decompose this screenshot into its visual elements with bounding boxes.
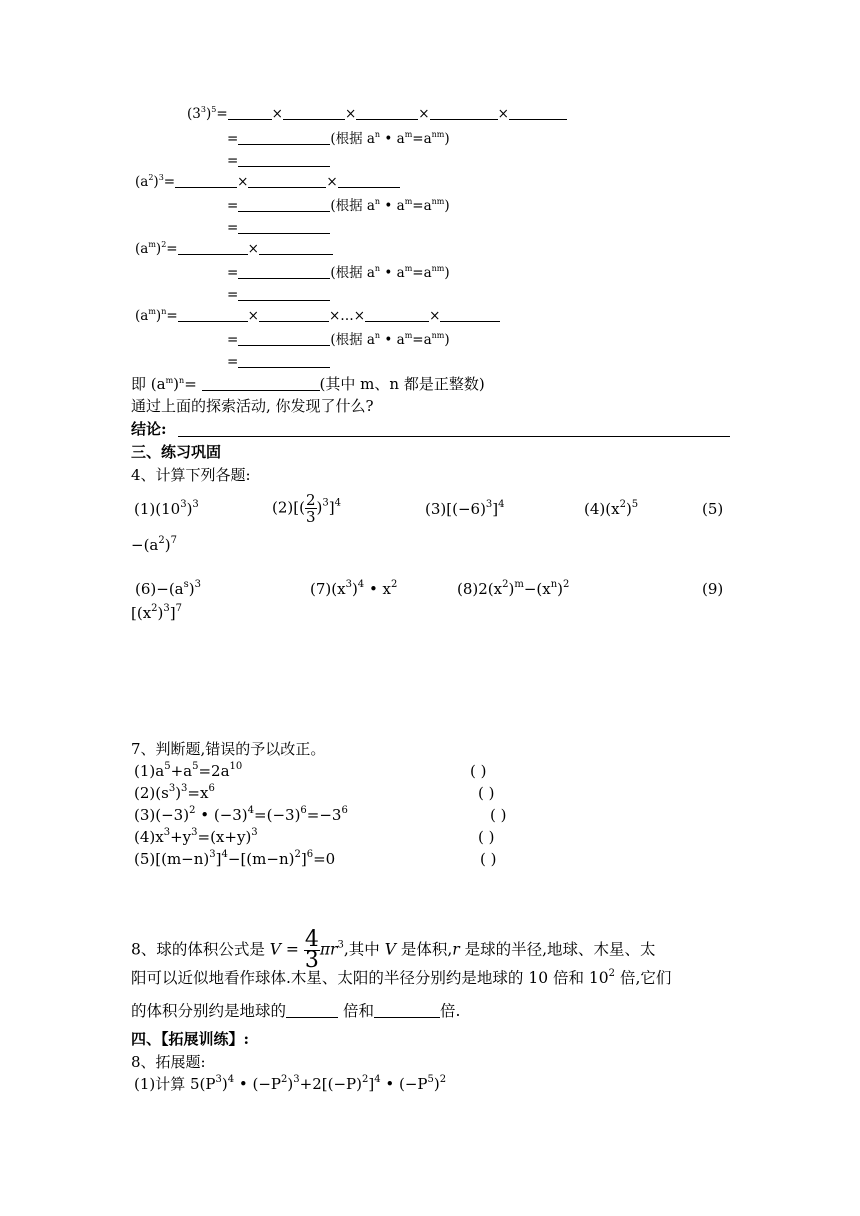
q4-item-5-label: (5) — [702, 500, 724, 518]
basis-line-4: = (根据 $a^n$ • $a^m=a^{nm}$) — [227, 331, 450, 348]
q4-row-1: $(1)(10^3)^3$ — [134, 499, 199, 518]
question-4-title: 4、计算下列各题: — [131, 466, 251, 484]
q8-line-1: 8、球的体积公式是 V = $\frac{4}{3}$ $\pi r^3$,其中 V 是体积,r 是球的半径,地球、木星、太 — [131, 927, 656, 973]
result-line-4: = — [227, 353, 330, 371]
basis-line-3: = (根据 $a^n$ • $a^m=a^{nm}$) — [227, 264, 450, 281]
conclusion-underline — [178, 436, 730, 437]
q7-item-4: $(4)x^3+y^3=(x+y)^3$ — [134, 827, 258, 846]
result-line-2: = — [227, 219, 330, 237]
q7-item-2: $(2)(s^3)^3=x^6$ — [134, 783, 215, 802]
q4-item-8: $(8)2(x^2)^m-(x^n)^2$ — [457, 579, 570, 598]
conclusion-label: 结论: — [131, 420, 167, 438]
q4-item-9-label: (9) — [702, 580, 724, 598]
power-line-3-3-5: $(3^3)^5=$ × × × × — [187, 105, 567, 123]
power-line-a-m-n: $(a^m)^n=$ × ×…× × — [135, 307, 500, 325]
q7-item-1-answer[interactable]: ( ) — [470, 762, 487, 780]
q7-item-2-answer[interactable]: ( ) — [478, 784, 495, 802]
basis-line-2: = (根据 $a^n$ • $a^m=a^{nm}$) — [227, 197, 450, 214]
q8-line-2: 阳可以近似地看作球体.木星、太阳的半径分别约是地球的 10 倍和 $10^2$ 倍,它们 — [131, 968, 672, 987]
q4-item-4: $(4)(x^2)^5$ — [584, 499, 639, 518]
section-4-title: 四、【拓展训练】: — [131, 1030, 250, 1048]
conclusion-formula: 即 $(a^m)^n=$ (其中 m、n 都是正整数) — [131, 375, 485, 393]
extension-calc: (1)计算 $5(P^3)^4$ • $(-P^2)^3+2[(-P)^2]^4$ • $(-P^5)^2$ — [134, 1074, 447, 1093]
result-line-3: = — [227, 286, 330, 304]
discovery-question: 通过上面的探索活动, 你发现了什么? — [131, 397, 374, 415]
result-line-1: = — [227, 152, 330, 170]
fraction-4-3: $\frac{4}{3}$ — [304, 927, 319, 973]
q4-item-5: $-(a^2)^7$ — [131, 535, 177, 554]
q4-item-2: (2)[( $\frac{2}{3}$ )$^3$]$^4$ — [272, 491, 341, 526]
question-7-title: 7、判断题,错误的予以改正。 — [131, 740, 326, 758]
q4-item-9: $[(x^2)^3]^7$ — [131, 603, 183, 622]
q7-item-1: $(1)a^5+a^5=2a^{10}$ — [134, 761, 243, 780]
q4-item-7: $(7)(x^3)^4$ • $x^2$ — [310, 579, 398, 598]
q7-item-5-answer[interactable]: ( ) — [480, 850, 497, 868]
power-line-a-m-2: $(a^m)^2=$ × — [135, 240, 333, 258]
q7-item-4-answer[interactable]: ( ) — [478, 828, 495, 846]
extension-question-title: 8、拓展题: — [131, 1053, 206, 1071]
q8-line-3: 的体积分别约是地球的 倍和 倍. — [131, 1002, 461, 1020]
q4-item-6: $(6)-(a^s)^3$ — [135, 579, 201, 598]
basis-line-1: = (根据 $a^n$ • $a^m=a^{nm}$) — [227, 130, 450, 147]
q7-item-3-answer[interactable]: ( ) — [490, 806, 507, 824]
fraction-2-3: $\frac{2}{3}$ — [305, 491, 316, 526]
q7-item-5: $(5)[(m-n)^3]^4-[(m-n)^2]^6=0$ — [134, 849, 336, 868]
q7-item-3: $(3)(-3)^2$ • $(-3)^4=(-3)^6=-3^6$ — [134, 805, 348, 824]
power-line-a-2-3: $(a^2)^3=$ × × — [135, 173, 400, 191]
section-3-title: 三、练习巩固 — [131, 443, 222, 461]
q4-item-3: $(3)[(-6)^3]^4$ — [425, 499, 505, 518]
